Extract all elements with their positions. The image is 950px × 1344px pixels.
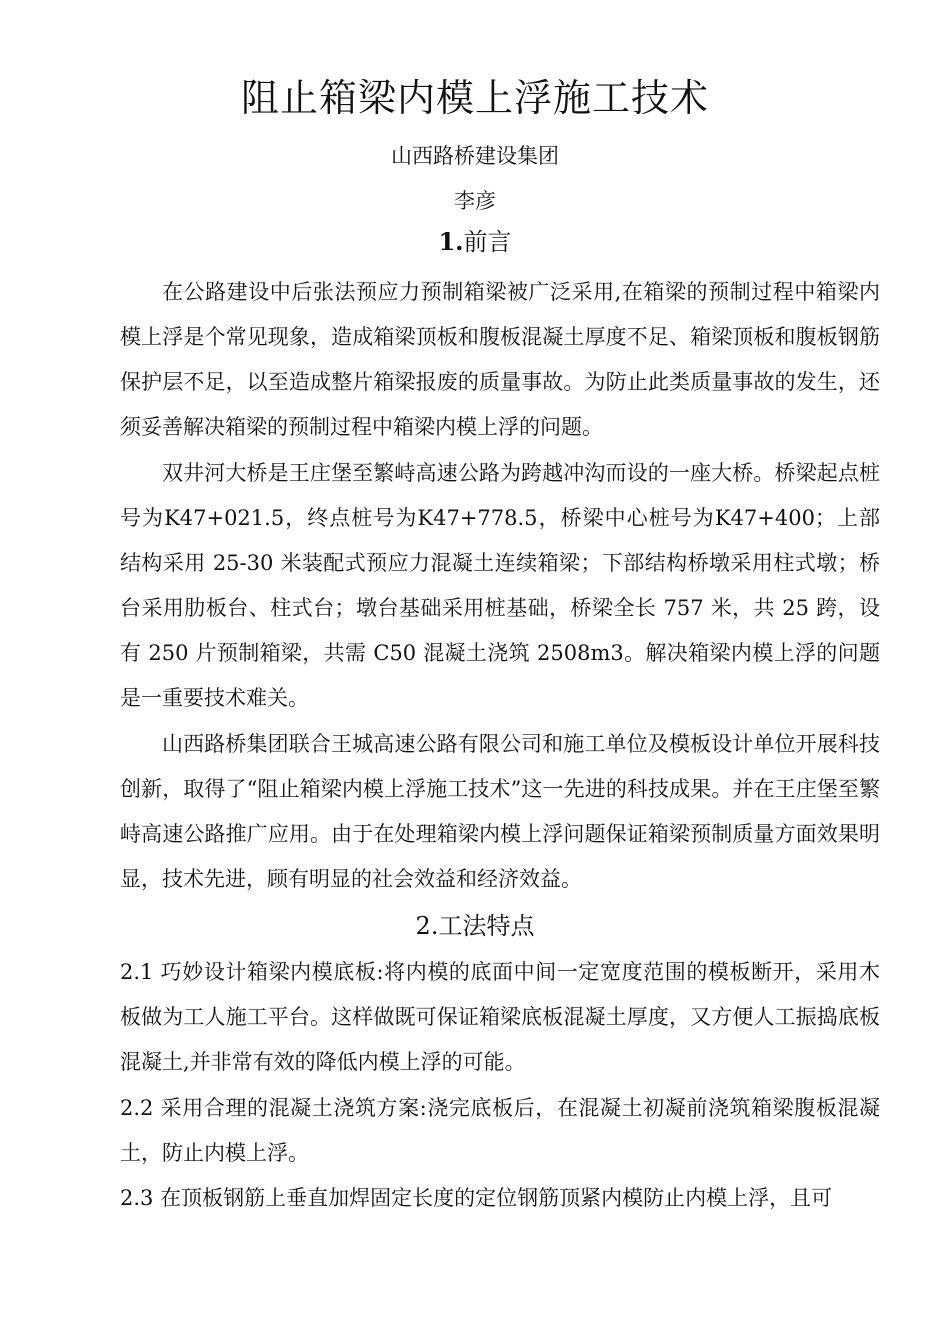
section-1-heading: [0, 225, 950, 259]
section-1-title: 前言: [463, 228, 512, 256]
organization-name: 山西路桥建设集团: [391, 144, 559, 168]
section-1-number: 1.: [438, 227, 464, 256]
feature-item-2-1: 2.1 巧妙设计箱梁内模底板:将内模的底面中间一定宽度范围的模板断开，采用木板做为工人施工平台。这样做既可保证箱梁底板混凝土厚度，又方便人工振捣底板混凝土,并非常有效的降低内模上浮的可能。: [120, 960, 880, 1074]
document-title: 阻止箱梁内模上浮施工技术: [240, 76, 709, 120]
feature-item-2-3: 2.3 在顶板钢筋上垂直加焊固定长度的定位钢筋顶紧内模防止内模上浮，且可: [120, 1186, 833, 1210]
section-2-heading: 2.工法特点: [415, 912, 535, 940]
feature-item-2-2: 2.2 采用合理的混凝土浇筑方案:浇完底板后，在混凝土初凝前浇筑箱梁腹板混凝土，防止内模上浮。: [120, 1096, 880, 1165]
paragraph-intro-2: 双井河大桥是王庄堡至繁峙高速公路为跨越冲沟而设的一座大桥。桥梁起点桩号为K47+021.5，终点桩号为K47+778.5，桥梁中心桩号为K47+400；上部结构采用 25-30 米装配式预应力混凝土连续箱梁；下部结构桥墩采用柱式墩；桥台采用肋板台、柱式台；墩台基础采用桩基础，桥梁全长 757 米，共 25 跨，设有 250 片预制箱梁，共需 C50 混凝土浇筑 2508m3。解决箱梁内模上浮的问题是一重要技术难关。: [120, 461, 880, 710]
author-name: 李彦: [454, 189, 496, 213]
paragraph-intro-3: 山西路桥集团联合王城高速公路有限公司和施工单位及模板设计单位开展科技创新，取得了“阻止箱梁内模上浮施工技术”这一先进的科技成果。并在王庄堡至繁峙高速公路推广应用。由于在处理箱梁内模上浮问题保证箱梁预制质量方面效果明显，技术先进，顾有明显的社会效益和经济效益。: [120, 732, 880, 891]
paragraph-intro-1: 在公路建设中后张法预应力预制箱梁被广泛采用,在箱梁的预制过程中箱梁内模上浮是个常见现象，造成箱梁顶板和腹板混凝土厚度不足、箱梁顶板和腹板钢筋保护层不足，以至造成整片箱梁报废的质量事故。为防止此类质量事故的发生，还须妥善解决箱梁的预制过程中箱梁内模上浮的问题。: [120, 280, 880, 439]
